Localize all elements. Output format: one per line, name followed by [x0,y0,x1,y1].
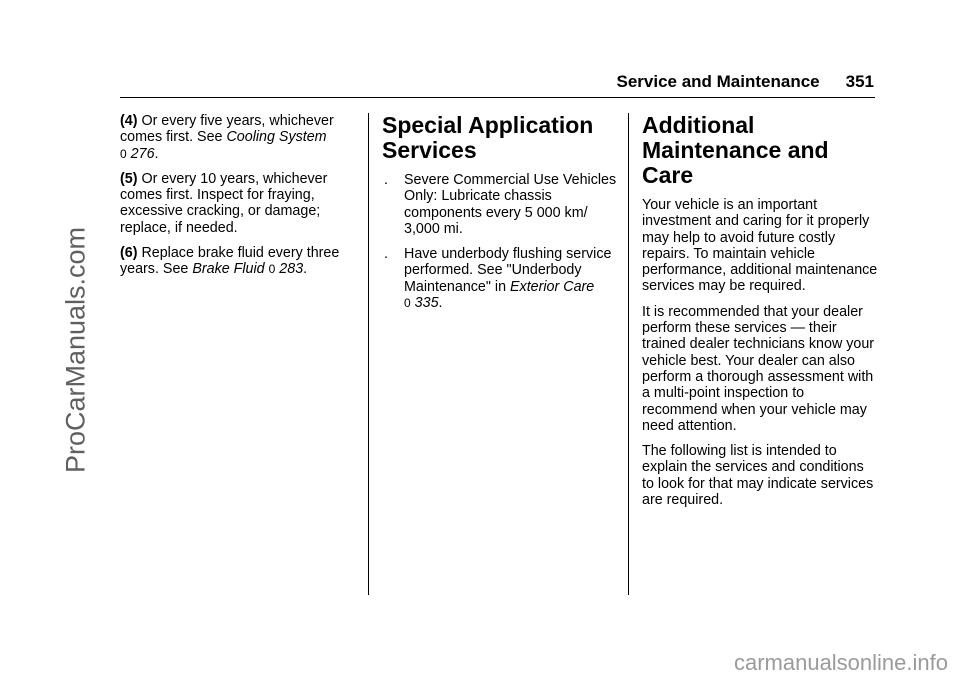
column-1 [120,113,356,287]
note-5-number: (5) [120,170,138,187]
paragraph: The following list is intended to explain the services and conditions to look for that may indicate services are required. [642,443,874,509]
paragraph: Your vehicle is an important investment and caring for it properly may help to avoid future costly repairs. To maintain vehicle performance, additional maintenance services may be required. [642,197,878,295]
note-6-number: (6) [120,245,138,262]
cooling-system-page: 276 [130,145,155,162]
bottom-watermark: carmanualsonline.info [733,650,948,675]
note-4-end: . [154,145,159,162]
column-2 [382,113,618,320]
note-4-text: Or every five years, whichever comes first. See [120,113,334,146]
bullet-text: Have underbody flushing service performed. See "Underbody Maintenance" in [404,246,612,295]
note-4 [120,113,356,162]
side-watermark: ProCarManuals.com [60,226,91,474]
note-5-text: Or every 10 years, whichever comes first. Inspect for fraying, excessive cracking, or damage; replace, if needed. [120,170,328,236]
brake-fluid-link[interactable]: Brake Fluid 0 283 [192,261,304,278]
bullet-marker: . [384,246,388,263]
running-header [0,72,874,92]
note-5 [120,171,356,236]
page-number: 351 [845,72,874,91]
note-6-text: Replace brake fluid every three years. See [120,245,340,278]
header-rule [120,97,875,98]
column-divider [368,113,369,595]
paragraph: It is recommended that your dealer perform these services — their trained dealer technicians know your vehicle best. Your dealer can also perform a thorough assessment with a multi-point inspection to recommend when your vehicle may need attention. [642,303,875,434]
note-6-end: . [303,261,308,278]
page-ref-arrow-icon: 0 [404,296,411,311]
column-3 [642,113,878,517]
additional-maintenance-heading: Additional Maintenance and Care [642,112,829,188]
bullet-marker: . [384,172,388,188]
special-application-heading: Special Application Services [382,112,594,163]
note-4-number: (4) [120,113,138,129]
bullet-text: Severe Commercial Use Vehicles Only: Lubricate chassis components every 5 000 km/ 3,000 mi. [404,172,617,237]
exterior-care-link[interactable]: Exterior Care 0 335 [404,278,595,312]
note-6 [120,245,356,278]
bullet-end: . [438,295,443,312]
page-ref-arrow-icon: 0 [120,146,127,161]
brake-fluid-page: 283 [279,261,304,278]
exterior-care-page: 335 [414,295,439,312]
column-divider [628,113,629,595]
bullet-item [382,246,618,311]
section-title: Service and Maintenance [616,72,820,91]
bullet-item [382,172,618,237]
cooling-system-link[interactable]: Cooling System 0 276 [120,129,327,162]
page-ref-arrow-icon: 0 [268,262,276,277]
